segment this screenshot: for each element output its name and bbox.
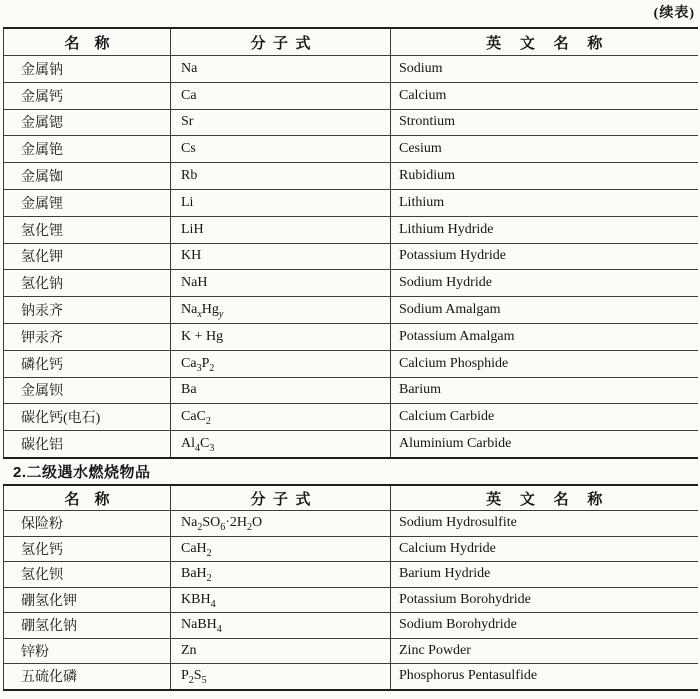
- header-row: [4, 485, 698, 511]
- english-cell: Rubidium: [391, 163, 698, 190]
- english-cell: Sodium Amalgam: [391, 297, 698, 324]
- formula-cell: K + Hg: [171, 323, 391, 350]
- english-cell: Sodium: [391, 56, 698, 83]
- section-heading-class2: 2.二级遇水燃烧物品: [13, 464, 151, 481]
- table-row: [4, 562, 698, 588]
- english-cell: Aluminium Carbide: [391, 431, 698, 458]
- name-cell: 氢化钡: [4, 562, 171, 588]
- table-row: [4, 536, 698, 562]
- table-row: [4, 404, 698, 431]
- water-reactive-table-2: [3, 484, 698, 691]
- formula-cell: BaH$_2$: [171, 562, 391, 588]
- table-row: [4, 511, 698, 537]
- name-cell: 金属锶: [4, 109, 171, 136]
- english-cell: Potassium Borohydride: [391, 587, 698, 613]
- table-row: [4, 216, 698, 243]
- water-reactive-table-1: [3, 27, 698, 459]
- column-header-english-name: 英 文 名 称: [391, 485, 698, 511]
- table-row: [4, 664, 698, 690]
- name-cell: 金属钙: [4, 82, 171, 109]
- name-cell: 硼氢化钾: [4, 587, 171, 613]
- english-cell: Potassium Hydride: [391, 243, 698, 270]
- name-cell: 碳化铝: [4, 431, 171, 458]
- column-header-name: 名 称: [4, 485, 171, 511]
- table-row: [4, 243, 698, 270]
- table-row: [4, 136, 698, 163]
- formula-cell: Ba: [171, 377, 391, 404]
- formula-cell: $Na_xHg_y$: [171, 297, 391, 324]
- formula-cell: Sr: [171, 109, 391, 136]
- formula-cell: CaH$_2$: [171, 536, 391, 562]
- name-cell: 金属钠: [4, 56, 171, 83]
- table-row: [4, 377, 698, 404]
- english-cell: Lithium: [391, 189, 698, 216]
- english-cell: Calcium Carbide: [391, 404, 698, 431]
- formula-cell: Li: [171, 189, 391, 216]
- table-row: [4, 163, 698, 190]
- name-cell: 氢化钾: [4, 243, 171, 270]
- formula-cell: LiH: [171, 216, 391, 243]
- table-row: [4, 613, 698, 639]
- table-row: [4, 587, 698, 613]
- column-header-formula: 分 子 式: [171, 28, 391, 56]
- name-cell: 硼氢化钠: [4, 613, 171, 639]
- english-cell: Phosphorus Pentasulfide: [391, 664, 698, 690]
- name-cell: 金属钡: [4, 377, 171, 404]
- name-cell: 金属锂: [4, 189, 171, 216]
- continued-table-label: (续表): [653, 6, 695, 21]
- column-header-formula: 分 子 式: [171, 485, 391, 511]
- header-row: [4, 28, 698, 56]
- formula-cell: $Na_2SO_6\cdot 2H_2O$: [171, 511, 391, 537]
- english-cell: Sodium Hydride: [391, 270, 698, 297]
- name-cell: 氢化钙: [4, 536, 171, 562]
- formula-cell: $Al_4C_3$: [171, 431, 391, 458]
- name-cell: 金属铷: [4, 163, 171, 190]
- english-cell: Barium Hydride: [391, 562, 698, 588]
- column-header-name: 名 称: [4, 28, 171, 56]
- english-cell: Zinc Powder: [391, 638, 698, 664]
- name-cell: 氢化锂: [4, 216, 171, 243]
- formula-cell: NaH: [171, 270, 391, 297]
- english-cell: Strontium: [391, 109, 698, 136]
- table-row: [4, 189, 698, 216]
- name-cell: 金属铯: [4, 136, 171, 163]
- table-row: [4, 323, 698, 350]
- name-cell: 碳化钙(电石): [4, 404, 171, 431]
- english-cell: Barium: [391, 377, 698, 404]
- formula-cell: NaBH$_4$: [171, 613, 391, 639]
- table-row: [4, 638, 698, 664]
- table-row: [4, 297, 698, 324]
- name-cell: 磷化钙: [4, 350, 171, 377]
- name-cell: 钠汞齐: [4, 297, 171, 324]
- english-cell: Calcium: [391, 82, 698, 109]
- english-cell: Calcium Hydride: [391, 536, 698, 562]
- column-header-english-name: 英 文 名 称: [391, 28, 698, 56]
- table-row: [4, 56, 698, 83]
- formula-cell: Zn: [171, 638, 391, 664]
- table-row: [4, 431, 698, 458]
- name-cell: 锌粉: [4, 638, 171, 664]
- formula-cell: Na: [171, 56, 391, 83]
- english-cell: Calcium Phosphide: [391, 350, 698, 377]
- formula-cell: $KBH_4$: [171, 587, 391, 613]
- table-row: [4, 270, 698, 297]
- formula-cell: Rb: [171, 163, 391, 190]
- name-cell: 五硫化磷: [4, 664, 171, 690]
- table-row: [4, 82, 698, 109]
- table-row: [4, 109, 698, 136]
- english-cell: Lithium Hydride: [391, 216, 698, 243]
- english-cell: Cesium: [391, 136, 698, 163]
- table-row: [4, 350, 698, 377]
- name-cell: 钾汞齐: [4, 323, 171, 350]
- name-cell: 保险粉: [4, 511, 171, 537]
- formula-cell: Ca: [171, 82, 391, 109]
- name-cell: 氢化钠: [4, 270, 171, 297]
- formula-cell: CaC$_2$: [171, 404, 391, 431]
- formula-cell: KH: [171, 243, 391, 270]
- formula-cell: Cs: [171, 136, 391, 163]
- formula-cell: $Ca_3P_2$: [171, 350, 391, 377]
- english-cell: Potassium Amalgam: [391, 323, 698, 350]
- english-cell: Sodium Hydrosulfite: [391, 511, 698, 537]
- english-cell: Sodium Borohydride: [391, 613, 698, 639]
- formula-cell: $P_2S_5$: [171, 664, 391, 690]
